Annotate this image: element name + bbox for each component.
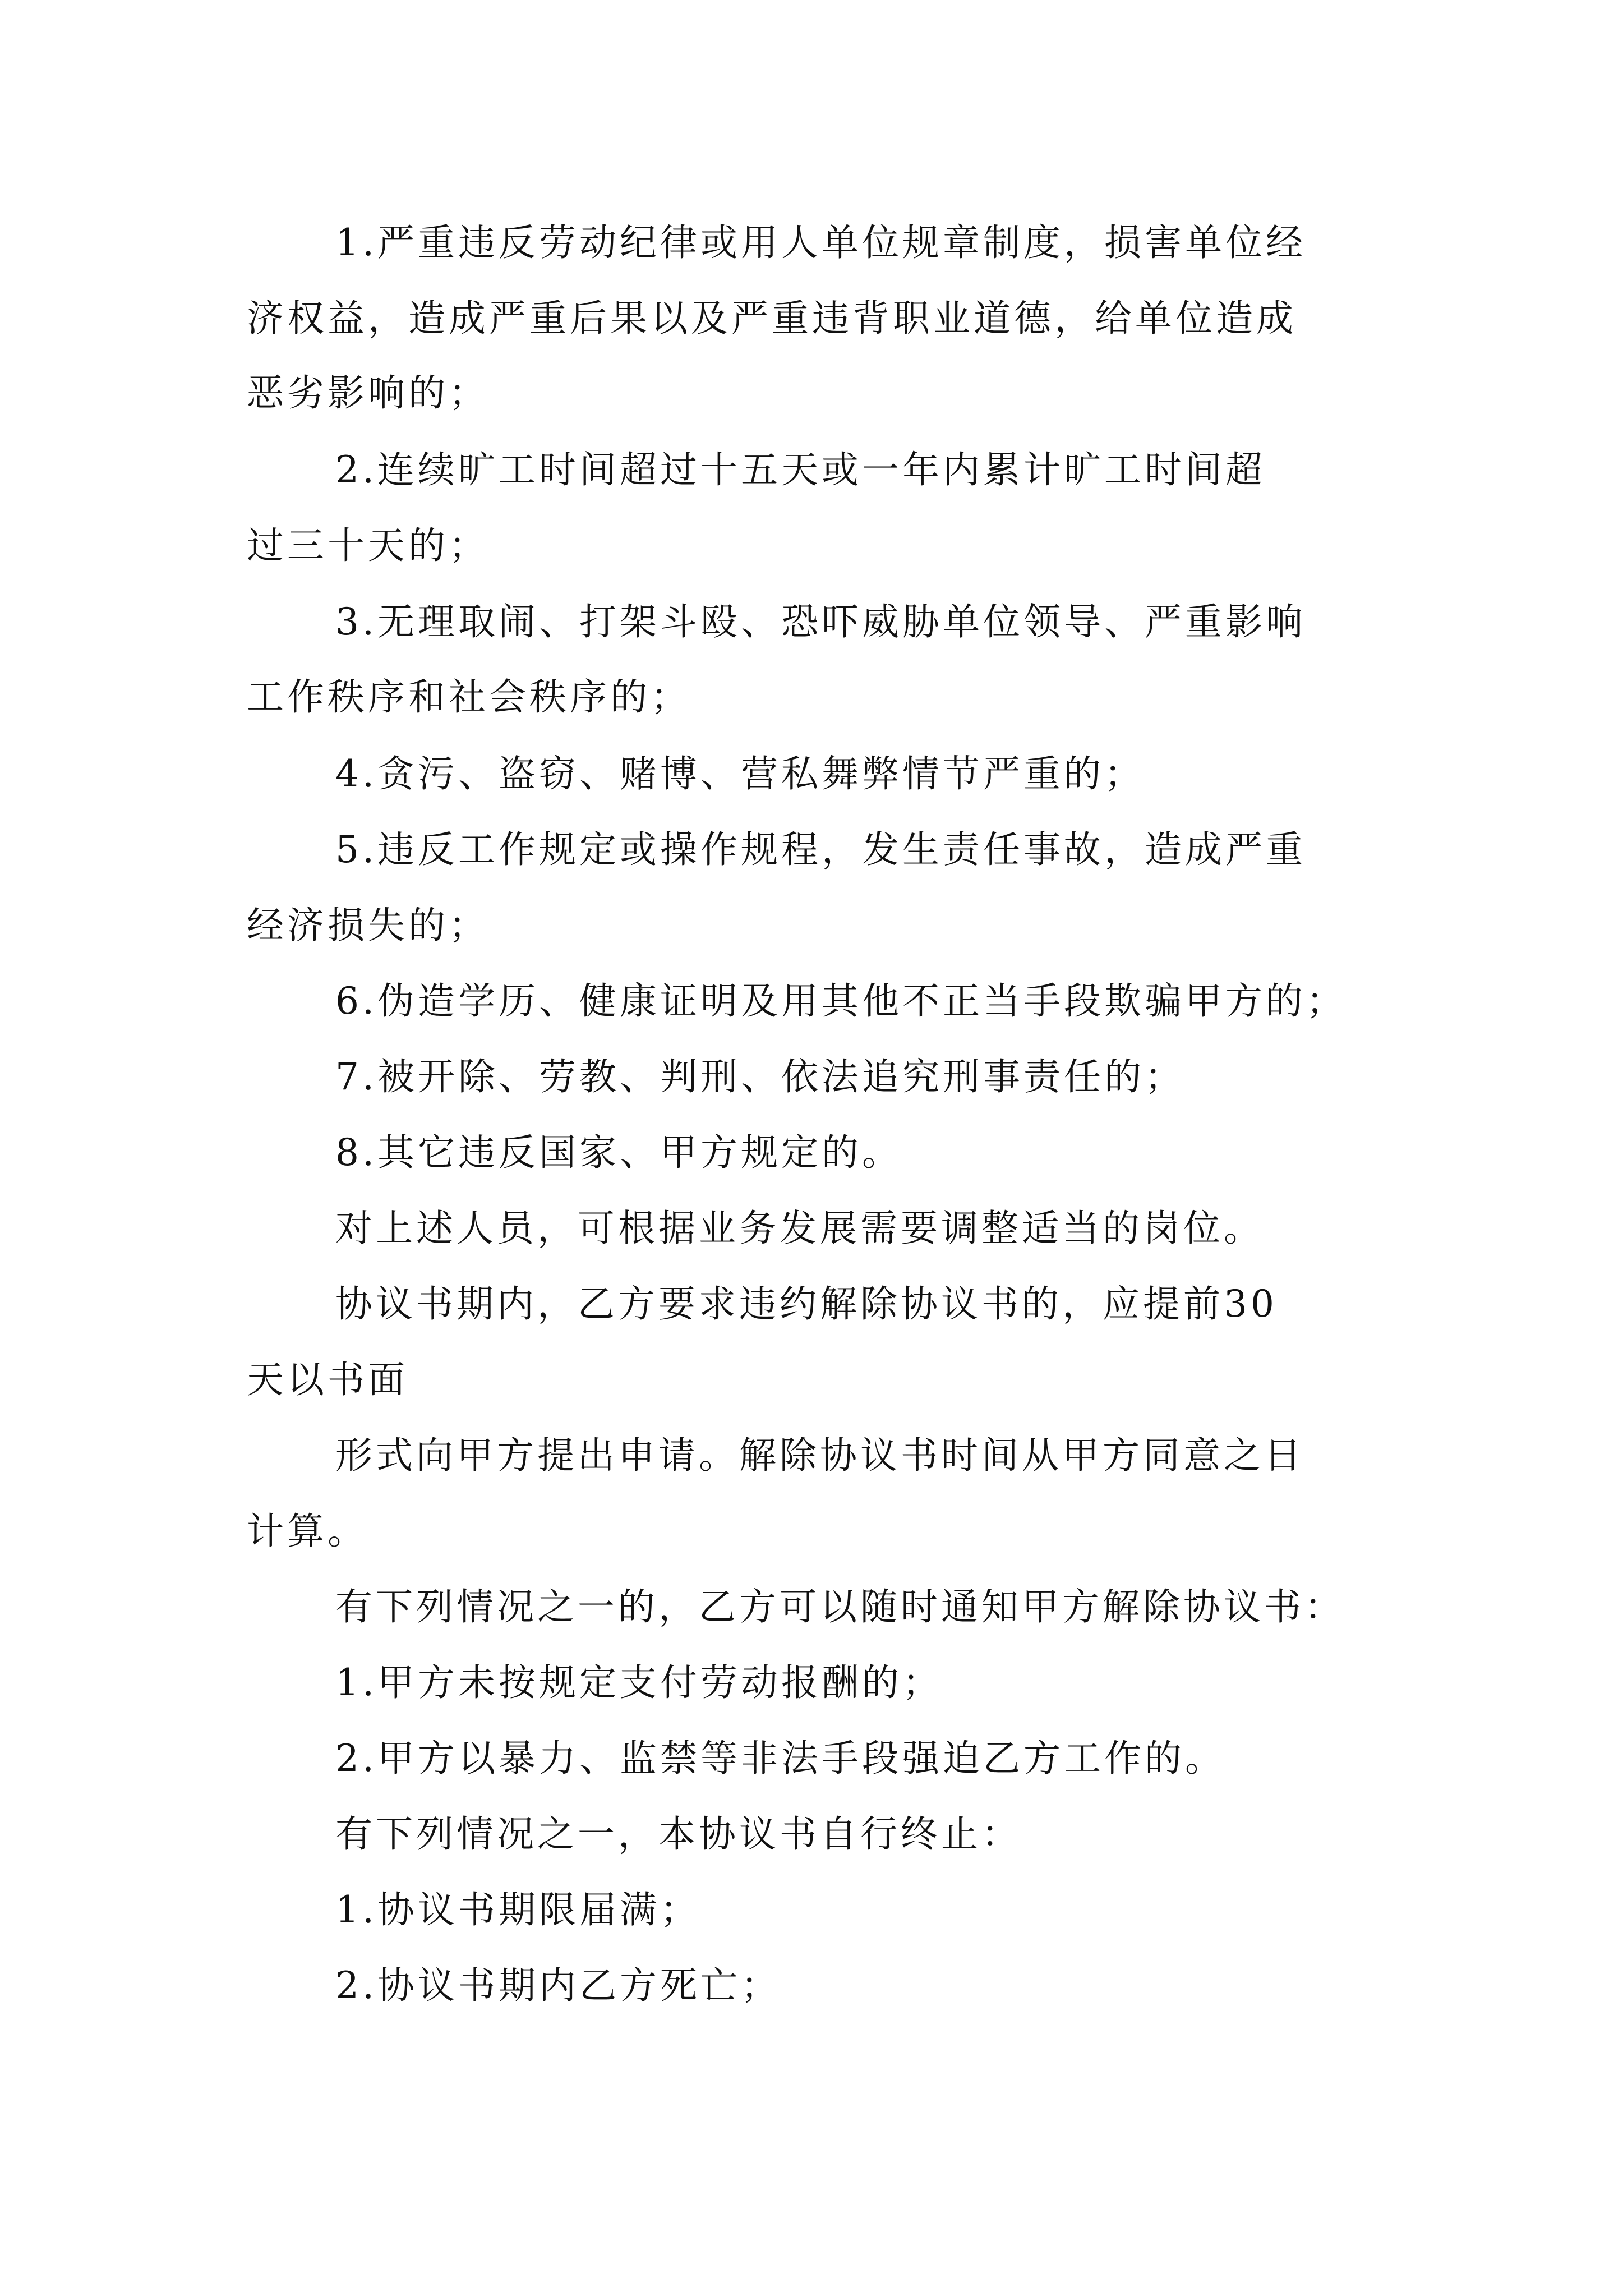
text-line-8: 4.贪污、盗窃、赌博、营私舞弊情节严重的； [335, 752, 1145, 795]
text-line-4: 2.连续旷工时间超过十五天或一年内累计旷工时间超 [335, 448, 1266, 491]
text-line-11: 6.伪造学历、健康证明及用其他不正当手段欺骗甲方的； [335, 979, 1347, 1023]
text-line-5: 过三十天的； [247, 524, 489, 567]
text-line-6: 3.无理取闹、打架斗殴、恐吓威胁单位领导、严重影响 [335, 600, 1306, 643]
text-line-20: 1.甲方未按规定支付劳动报酬的； [335, 1661, 943, 1704]
text-line-21: 2.甲方以暴力、监禁等非法手段强迫乙方工作的。 [335, 1737, 1225, 1780]
text-line-12: 7.被开除、劳教、判刑、依法追究刑事责任的； [335, 1055, 1185, 1098]
text-line-10: 经济损失的； [247, 904, 489, 947]
text-line-2: 济权益，造成严重后果以及严重违背职业道德，给单位造成 [247, 297, 1297, 340]
text-line-3: 恶劣影响的； [247, 371, 489, 415]
text-line-7: 工作秩序和社会秩序的； [247, 675, 691, 719]
text-line-13: 8.其它违反国家、甲方规定的。 [335, 1131, 902, 1174]
text-line-9: 5.违反工作规定或操作规程，发生责任事故，造成严重 [335, 828, 1306, 871]
text-line-16: 天以书面 [247, 1358, 408, 1401]
text-line-19: 有下列情况之一的，乙方可以随时通知甲方解除协议书： [335, 1585, 1345, 1628]
text-line-18: 计算。 [247, 1510, 368, 1553]
text-line-15: 协议书期内，乙方要求违约解除协议书的，应提前30 [335, 1282, 1278, 1326]
text-line-24: 2.协议书期内乙方死亡； [335, 1964, 781, 2007]
text-line-22: 有下列情况之一，本协议书自行终止： [335, 1812, 1022, 1856]
text-line-17: 形式向甲方提出申请。解除协议书时间从甲方同意之日 [335, 1434, 1304, 1477]
text-line-14: 对上述人员，可根据业务发展需要调整适当的岗位。 [335, 1207, 1264, 1250]
text-line-23: 1.协议书期限届满； [335, 1888, 700, 1931]
text-line-1: 1.严重违反劳动纪律或用人单位规章制度，损害单位经 [335, 221, 1306, 264]
